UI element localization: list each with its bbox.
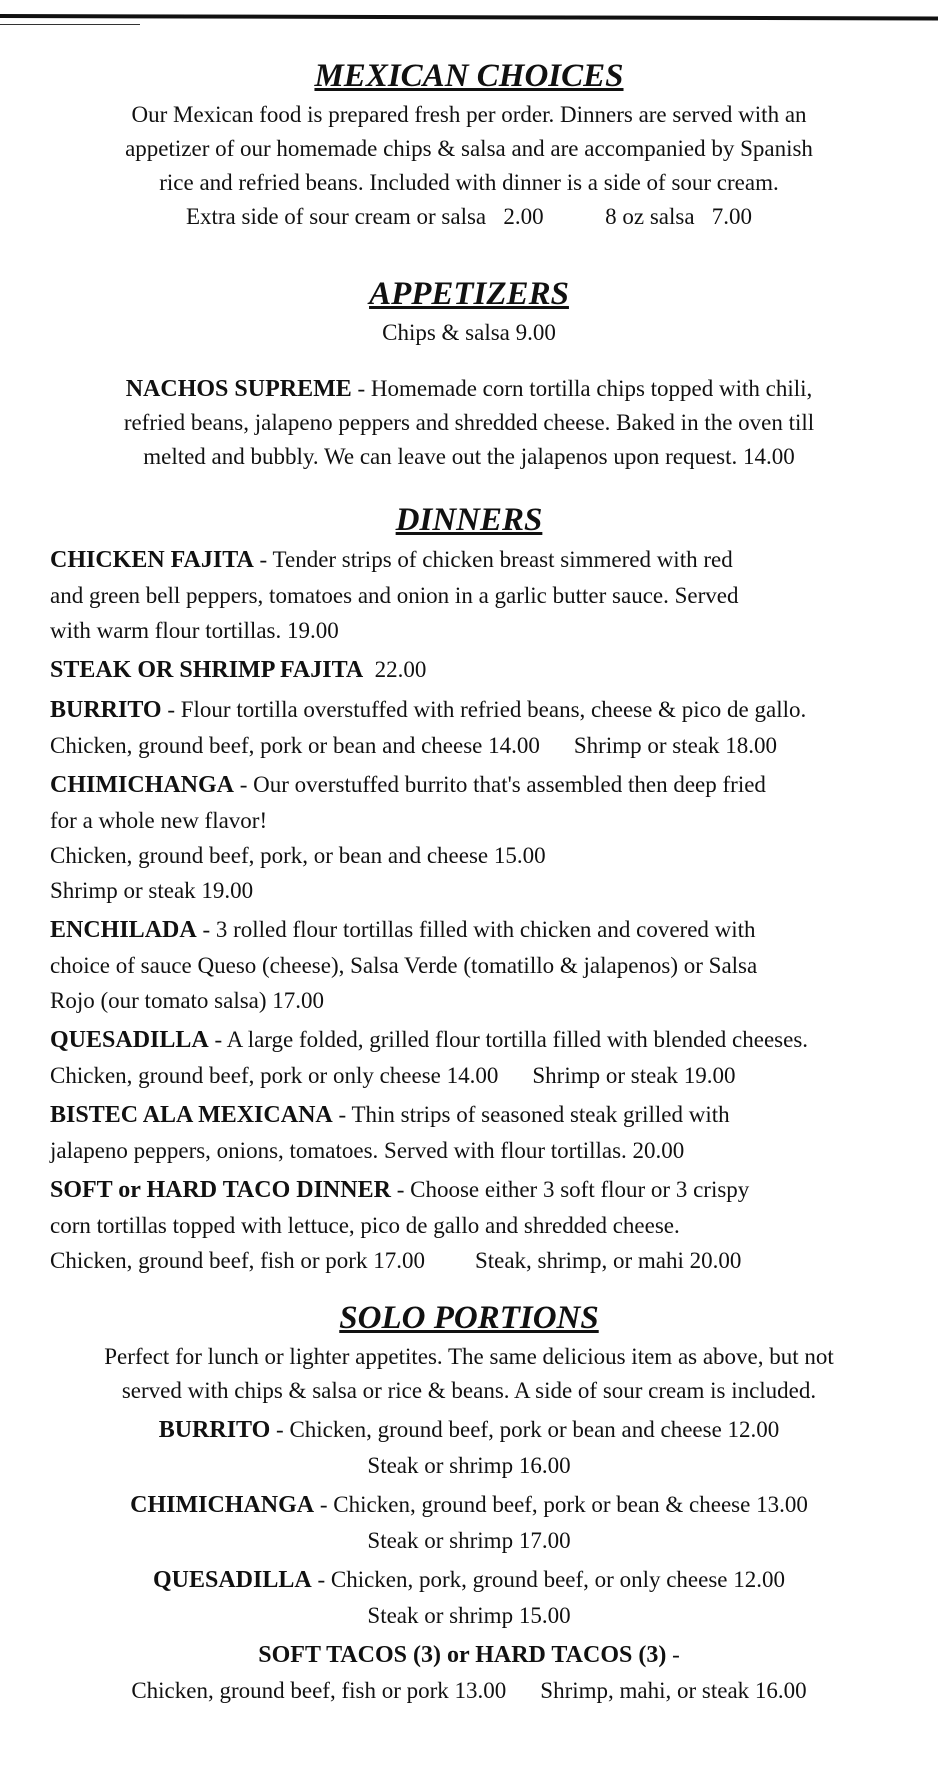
solo-tacos-line-2: Chicken, ground beef, fish or pork 13.00 Shrimp, mahi, or steak 16.00 bbox=[131, 1678, 807, 1703]
burrito-name: BURRITO bbox=[50, 697, 162, 723]
solo-tacos-name: SOFT TACOS (3) or HARD TACOS (3) bbox=[258, 1642, 667, 1668]
solo-intro-line-1: Perfect for lunch or lighter appetites. The same delicious item as above, but not bbox=[104, 1344, 834, 1369]
solo-burrito-line-1: BURRITO - Chicken, ground beef, pork or bean and cheese 12.00 bbox=[158, 1417, 780, 1443]
solo-tacos-line-1: SOFT TACOS (3) or HARD TACOS (3) - bbox=[258, 1642, 680, 1668]
solo-burrito-name: BURRITO bbox=[158, 1417, 271, 1443]
solo-quesadilla-line-2: Steak or shrimp 15.00 bbox=[367, 1603, 571, 1628]
steak-shrimp-fajita-price: 22.00 bbox=[374, 657, 427, 682]
taco-dinner-line-3: Chicken, ground beef, fish or pork 17.00 Steak, shrimp, or mahi 20.00 bbox=[50, 1248, 742, 1273]
bistec-line-2: jalapeno peppers, onions, tomatoes. Served with flour tortillas. 20.00 bbox=[50, 1138, 685, 1163]
solo-chimichanga-line-2: Steak or shrimp 17.00 bbox=[367, 1528, 571, 1553]
bistec-name: BISTEC ALA MEXICANA bbox=[50, 1102, 333, 1128]
dinners-heading-wrap bbox=[0, 498, 938, 542]
appetizers-heading: APPETIZERS bbox=[369, 276, 569, 312]
mexican-choices-heading: MEXICAN CHOICES bbox=[314, 58, 624, 94]
extra-side-label: Extra side of sour cream or salsa bbox=[185, 204, 487, 229]
mexican-intro-line-3: rice and refried beans. Included with dinner is a side of sour cream. bbox=[159, 170, 779, 195]
mexican-choices-section bbox=[0, 54, 938, 234]
quesadilla-line-2: Chicken, ground beef, pork or only cheese 14.00 Shrimp or steak 19.00 bbox=[50, 1063, 736, 1088]
chimichanga-line-3: Chicken, ground beef, pork, or bean and cheese 15.00 bbox=[50, 843, 546, 868]
enchilada-line-3: Rojo (our tomato salsa) 17.00 bbox=[50, 988, 325, 1013]
chimichanga-line-1: CHIMICHANGA - Our overstuffed burrito that's assembled then deep fried bbox=[50, 772, 766, 798]
top-border-rule bbox=[0, 14, 938, 20]
solo-quesadilla-line-1: QUESADILLA - Chicken, pork, ground beef, or only cheese 12.00 bbox=[152, 1567, 785, 1593]
taco-dinner-line-1: SOFT or HARD TACO DINNER - Choose either 3 soft flour or 3 crispy bbox=[50, 1177, 750, 1203]
solo-portions-section bbox=[0, 1296, 938, 1708]
chips-salsa-item: Chips & salsa 9.00 bbox=[382, 320, 556, 345]
chicken-fajita-line-2: and green bell peppers, tomatoes and onion in a garlic butter sauce. Served bbox=[50, 583, 739, 608]
bistec-line-1: BISTEC ALA MEXICANA - Thin strips of seasoned steak grilled with bbox=[50, 1102, 730, 1128]
nachos-line-2: refried beans, jalapeno peppers and shredded cheese. Baked in the oven till bbox=[123, 410, 815, 435]
nachos-supreme-name: NACHOS SUPREME bbox=[125, 376, 352, 402]
enchilada-name: ENCHILADA bbox=[50, 917, 197, 943]
solo-chimichanga-line-1: CHIMICHANGA - Chicken, ground beef, pork or bean & cheese 13.00 bbox=[130, 1492, 808, 1518]
solo-quesadilla-name: QUESADILLA bbox=[152, 1567, 312, 1593]
chicken-fajita-name: CHICKEN FAJITA bbox=[50, 547, 254, 573]
extra-side-price: 2.00 bbox=[503, 204, 544, 229]
nachos-line-1: NACHOS SUPREME - Homemade corn tortilla chips topped with chili, bbox=[125, 376, 813, 402]
chimichanga-name: CHIMICHANGA bbox=[50, 772, 234, 798]
solo-burrito-line-2: Steak or shrimp 16.00 bbox=[367, 1453, 571, 1478]
dinners-heading: DINNERS bbox=[395, 502, 543, 538]
taco-dinner-line-2: corn tortillas topped with lettuce, pico de gallo and shredded cheese. bbox=[50, 1213, 680, 1238]
mexican-intro-line-1: Our Mexican food is prepared fresh per order. Dinners are served with an bbox=[131, 102, 807, 127]
quesadilla-name: QUESADILLA bbox=[50, 1027, 209, 1053]
solo-chimichanga-name: CHIMICHANGA bbox=[130, 1492, 315, 1518]
top-thin-rule bbox=[0, 24, 140, 25]
steak-shrimp-fajita-name: STEAK OR SHRIMP FAJITA bbox=[50, 657, 364, 683]
solo-portions-heading: SOLO PORTIONS bbox=[339, 1300, 599, 1336]
chimichanga-line-4: Shrimp or steak 19.00 bbox=[50, 878, 254, 903]
solo-intro-line-2: served with chips & salsa or rice & beans. A side of sour cream is included. bbox=[121, 1378, 817, 1403]
salsa-8oz-label: 8 oz salsa bbox=[605, 204, 695, 229]
mexican-intro-line-2: appetizer of our homemade chips & salsa and are accompanied by Spanish bbox=[125, 136, 813, 161]
chimichanga-line-2: for a whole new flavor! bbox=[50, 808, 268, 833]
burrito-line-2: Chicken, ground beef, pork or bean and cheese 14.00 Shrimp or steak 18.00 bbox=[50, 733, 778, 758]
steak-shrimp-fajita-line bbox=[50, 652, 910, 688]
nachos-line-3: melted and bubbly. We can leave out the jalapenos upon request. 14.00 bbox=[143, 444, 795, 469]
taco-dinner-name: SOFT or HARD TACO DINNER bbox=[50, 1177, 391, 1203]
chicken-fajita-line-1: CHICKEN FAJITA - Tender strips of chicken breast simmered with red bbox=[50, 547, 733, 573]
dinners-list bbox=[50, 542, 910, 1278]
salsa-8oz-price: 7.00 bbox=[711, 204, 753, 229]
appetizers-section bbox=[0, 272, 938, 474]
burrito-line-1: BURRITO - Flour tortilla overstuffed with refried beans, cheese & pico de gallo. bbox=[50, 697, 807, 723]
enchilada-line-1: ENCHILADA - 3 rolled flour tortillas filled with chicken and covered with bbox=[50, 917, 756, 943]
enchilada-line-2: choice of sauce Queso (cheese), Salsa Verde (tomatillo & jalapenos) or Salsa bbox=[50, 953, 758, 978]
chicken-fajita-line-3: with warm flour tortillas. 19.00 bbox=[50, 618, 339, 643]
quesadilla-line-1: QUESADILLA - A large folded, grilled flour tortilla filled with blended cheeses. bbox=[50, 1027, 809, 1053]
extras-line bbox=[0, 200, 938, 234]
